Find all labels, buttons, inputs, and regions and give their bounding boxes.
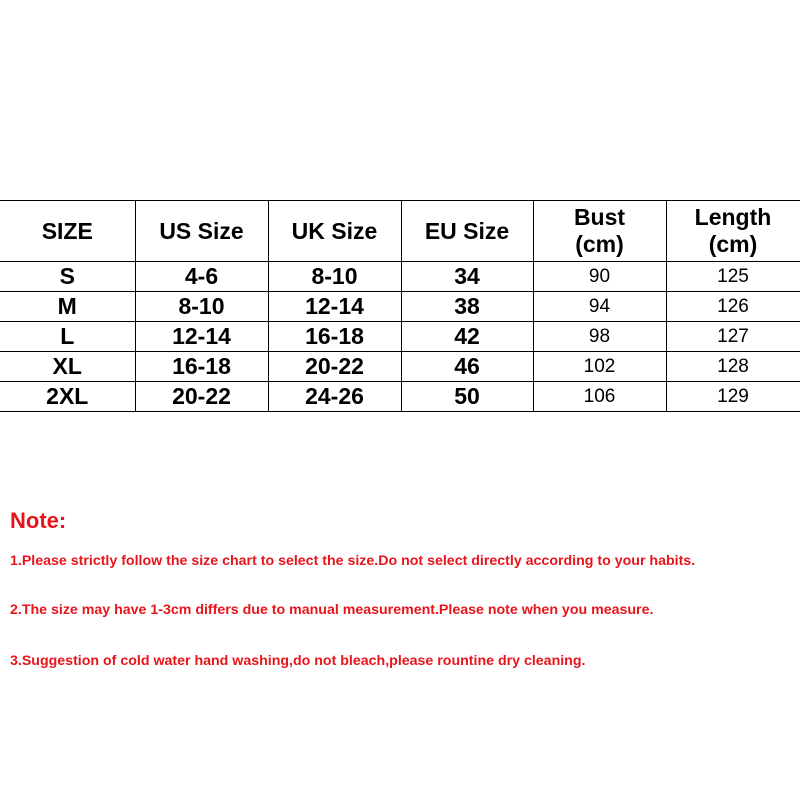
cell-length: 128 bbox=[666, 352, 800, 382]
header-size: SIZE bbox=[0, 201, 135, 262]
cell-us-size: 20-22 bbox=[135, 382, 268, 412]
table-row bbox=[0, 292, 800, 322]
cell-length: 129 bbox=[666, 382, 800, 412]
cell-bust: 106 bbox=[533, 382, 666, 412]
cell-size: S bbox=[0, 262, 135, 292]
table-header-row bbox=[0, 201, 800, 262]
cell-length: 127 bbox=[666, 322, 800, 352]
cell-uk-size: 24-26 bbox=[268, 382, 401, 412]
note-line-2: 2.The size may have 1-3cm differs due to manual measurement.Please note when you measure. bbox=[10, 602, 654, 618]
cell-eu-size: 46 bbox=[401, 352, 533, 382]
cell-bust: 102 bbox=[533, 352, 666, 382]
note-line-1: 1.Please strictly follow the size chart to select the size.Do not select directly according to your habits. bbox=[10, 553, 696, 569]
cell-eu-size: 34 bbox=[401, 262, 533, 292]
cell-us-size: 4-6 bbox=[135, 262, 268, 292]
note-title: Note: bbox=[10, 508, 67, 533]
cell-uk-size: 16-18 bbox=[268, 322, 401, 352]
cell-length: 125 bbox=[666, 262, 800, 292]
cell-bust: 98 bbox=[533, 322, 666, 352]
cell-uk-size: 20-22 bbox=[268, 352, 401, 382]
table-row bbox=[0, 322, 800, 352]
cell-us-size: 8-10 bbox=[135, 292, 268, 322]
cell-size: XL bbox=[0, 352, 135, 382]
cell-size: 2XL bbox=[0, 382, 135, 412]
cell-bust: 94 bbox=[533, 292, 666, 322]
cell-us-size: 12-14 bbox=[135, 322, 268, 352]
header-uk-size: UK Size bbox=[268, 201, 401, 262]
cell-eu-size: 42 bbox=[401, 322, 533, 352]
header-us-size: US Size bbox=[135, 201, 268, 262]
header-bust: Bust (cm) bbox=[533, 201, 666, 262]
cell-size: L bbox=[0, 322, 135, 352]
size-chart-table bbox=[0, 200, 800, 412]
cell-length: 126 bbox=[666, 292, 800, 322]
table-row bbox=[0, 262, 800, 292]
notes-section bbox=[10, 508, 795, 669]
cell-uk-size: 8-10 bbox=[268, 262, 401, 292]
header-length: Length (cm) bbox=[666, 201, 800, 262]
table-row bbox=[0, 352, 800, 382]
note-line-3: 3.Suggestion of cold water hand washing,do not bleach,please rountine dry cleaning. bbox=[10, 653, 586, 669]
cell-eu-size: 50 bbox=[401, 382, 533, 412]
header-eu-size: EU Size bbox=[401, 201, 533, 262]
table-row bbox=[0, 382, 800, 412]
cell-uk-size: 12-14 bbox=[268, 292, 401, 322]
cell-bust: 90 bbox=[533, 262, 666, 292]
cell-us-size: 16-18 bbox=[135, 352, 268, 382]
cell-size: M bbox=[0, 292, 135, 322]
cell-eu-size: 38 bbox=[401, 292, 533, 322]
